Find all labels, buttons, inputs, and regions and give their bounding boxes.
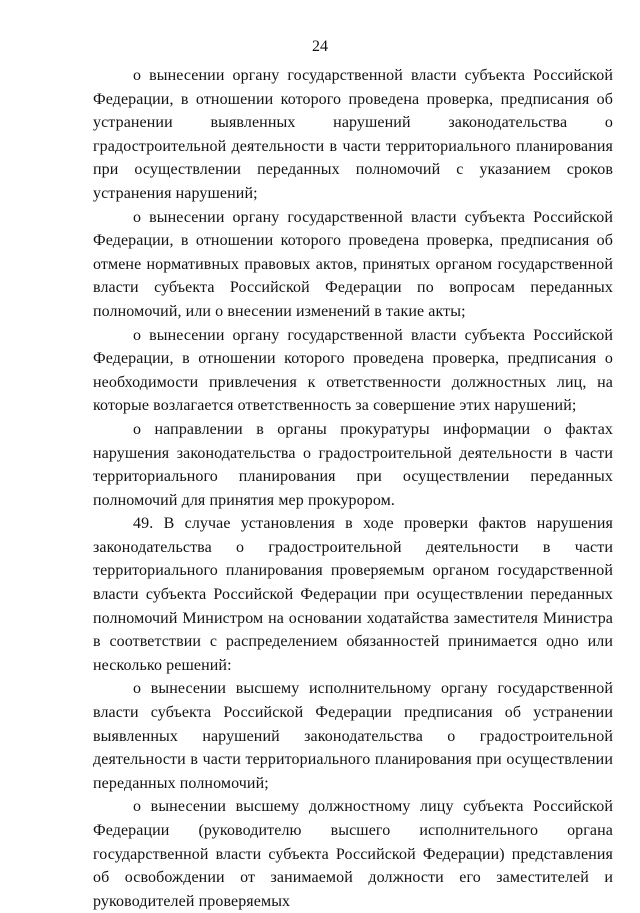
page-number: 24 — [312, 38, 328, 55]
document-body — [93, 64, 613, 913]
paragraph-dismissal-representation: о вынесении высшему должностному лицу субъекта Российской Федерации (руководителю высшего исполнительного органа государственной власти субъекта Российской Федерации) представления об освобождении от занимаемой должности его заместителей и руководителей проверяемых — [93, 798, 613, 910]
paragraph-order-liability: о вынесении органу государственной власти субъекта Российской Федерации, в отношении которого проведена проверка, предписания о необходимости привлечения к ответственности должностных лиц, на которые возлагается ответственность за совершение этих нарушений; — [93, 326, 613, 415]
paragraph-prosecutor-referral: о направлении в органы прокуратуры информации о фактах нарушения законодательства о градостроительной деятельности в части территориального планирования при осуществлении переданных полномочий для принятия мер прокурором. — [93, 420, 613, 509]
paragraph-order-cancel-acts: о вынесении органу государственной власти субъекта Российской Федерации, в отношении которого проведена проверка, предписания об отмене нормативных правовых актов, принятых органом государственной власти субъекта Российской Федерации по вопросам переданных полномочий, или о внесении изменений в такие акты; — [93, 208, 613, 320]
paragraph-order-remedy-violations: о вынесении органу государственной власти субъекта Российской Федерации, в отношении которого проведена проверка, предписания об устранении выявленных нарушений законодательства о градостроительной деятельности в части территориального планирования при осуществлении переданных полномочий с указанием сроков устранения нарушений; — [93, 67, 613, 202]
paragraph-clause-49: 49. В случае установления в ходе проверки фактов нарушения законодательства о градостроительной деятельности в части территориального планирования проверяемым органом государственной власти субъекта Российской Федерации при осуществлении переданных полномочий Министром на основании ходатайства заместителя Министра в соответствии с распределением обязанностей принимается одно или несколько решений: — [93, 515, 613, 674]
paragraph-order-executive-body: о вынесении высшему исполнительному органу государственной власти субъекта Российской Федерации предписания об устранении выявленных нарушений законодательства о градостроительной деятельности в части территориального планирования при осуществлении переданных полномочий; — [93, 680, 613, 792]
